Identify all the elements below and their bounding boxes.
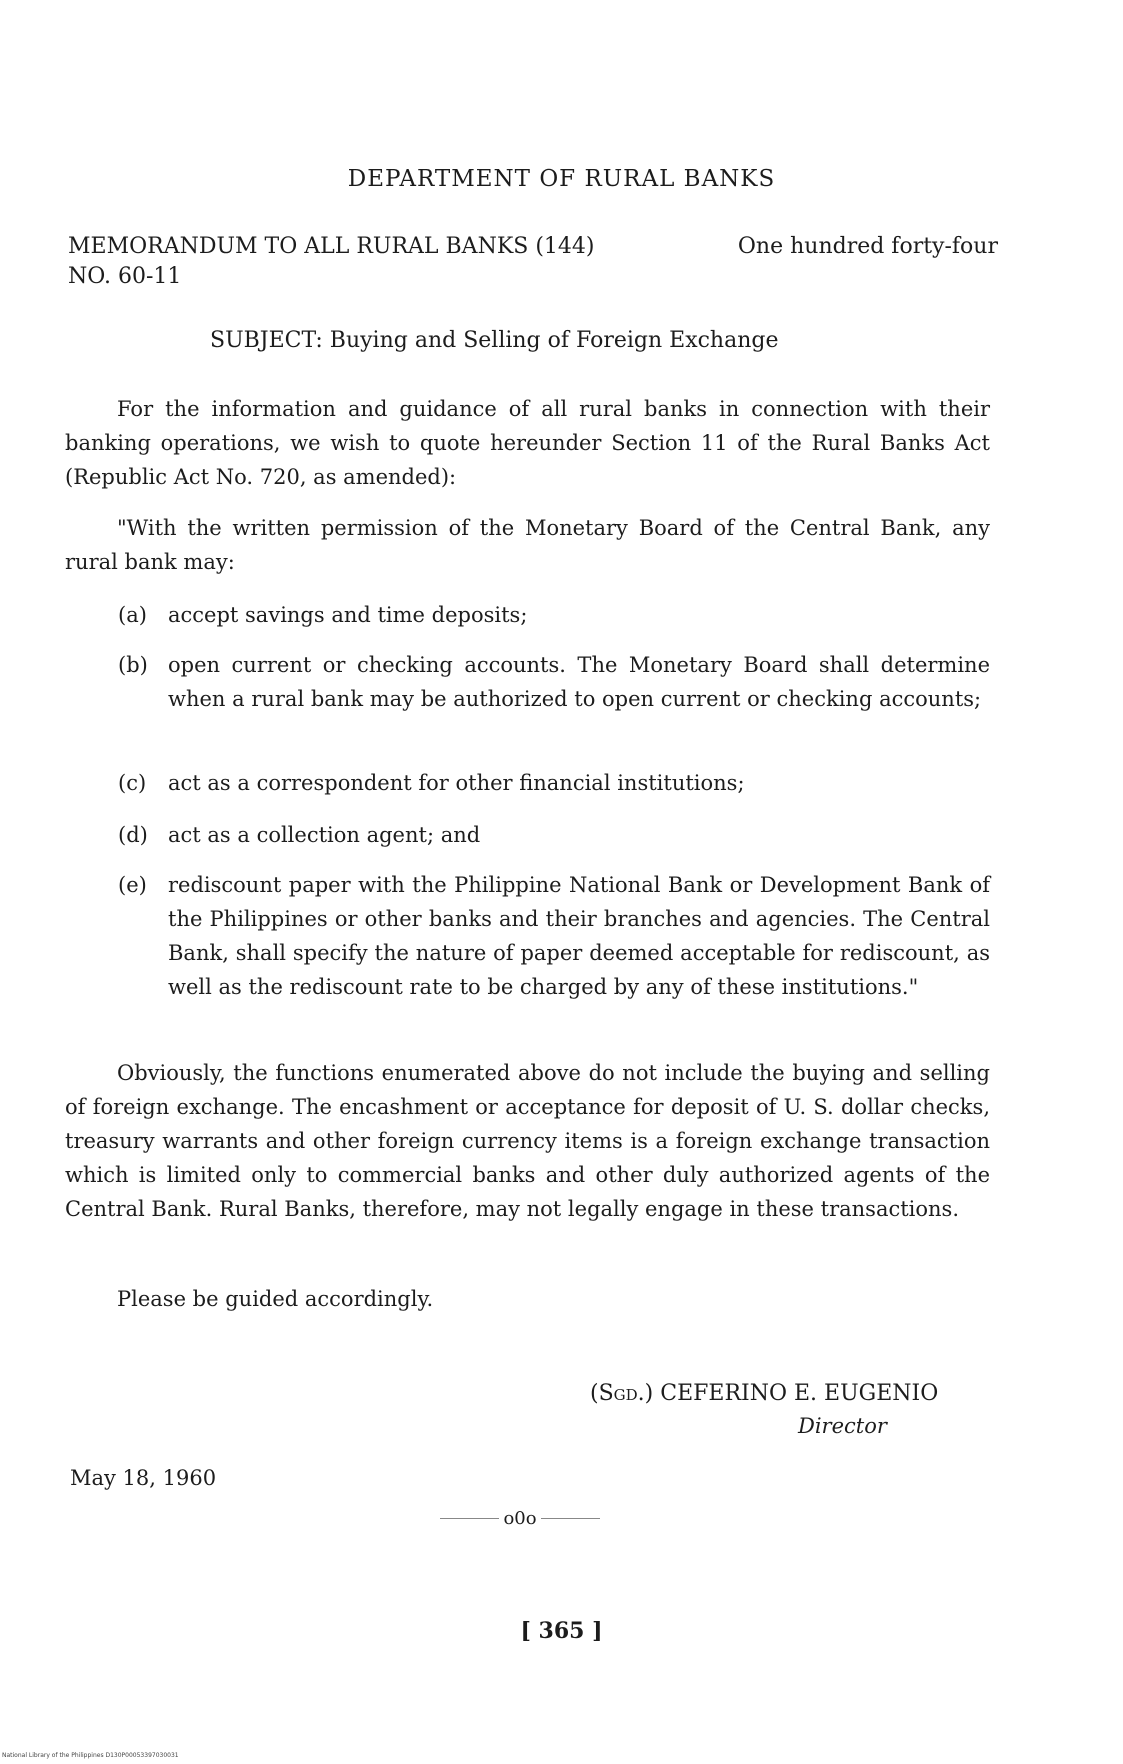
list-item: [118, 766, 990, 800]
signature-prefix: (Sgd.): [590, 1381, 654, 1406]
list-item-label: (d): [118, 823, 148, 847]
page-number: [ 365 ]: [520, 1618, 603, 1644]
divider-line-left: [440, 1518, 499, 1519]
section-divider: [440, 1506, 600, 1530]
signature-block: [590, 1378, 938, 1442]
list-item-text: act as a collection agent; and: [168, 823, 481, 847]
memo-date: May 18, 1960: [70, 1466, 217, 1490]
list-item-text: accept savings and time deposits;: [168, 603, 528, 627]
closing-paragraph: Please be guided accordingly.: [117, 1287, 434, 1311]
memo-number: NO. 60-11: [68, 264, 182, 289]
list-item-label: (c): [118, 771, 147, 795]
scan-footer: National Library of the Philippines D130P00053397030031: [2, 1752, 179, 1759]
list-item: [118, 648, 990, 716]
memo-title: [68, 232, 998, 292]
subject-line: SUBJECT: Buying and Selling of Foreign Exchange: [210, 328, 779, 353]
department-heading: DEPARTMENT OF RURAL BANKS: [347, 166, 776, 192]
list-item-label: (a): [118, 603, 147, 627]
list-item: [118, 598, 990, 632]
quote-intro-paragraph: "With the written permission of the Monetary Board of the Central Bank, any rural bank may:: [65, 516, 990, 574]
list-item: [118, 818, 990, 852]
intro-paragraph: For the information and guidance of all rural banks in connection with their banking operations, we wish to quote hereunder Section 11 of the Rural Banks Act (Republic Act No. 720, as amended):: [65, 397, 990, 489]
divider-ornament: o0o: [503, 1507, 537, 1529]
list-item-text: open current or checking accounts. The Monetary Board shall determine when a rural bank may be authorized to open current or checking accounts;: [168, 653, 990, 711]
list-item-label: (b): [118, 653, 148, 677]
memo-count-words: One hundred forty-four: [737, 234, 998, 259]
conclusion-paragraph: Obviously, the functions enumerated above do not include the buying and selling of foreign exchange. The encashment or acceptance for deposit of U. S. dollar checks, treasury warrants and other foreign currency items is a foreign exchange transaction which is limited only to commercial banks and other duly authorized agents of the Central Bank. Rural Banks, therefore, may not legally engage in these transactions.: [65, 1061, 990, 1221]
list-item-text: rediscount paper with the Philippine National Bank or Development Bank of the Philippines or other banks and their branches and agencies. The Central Bank, shall specify the nature of paper deemed acceptable for rediscount, as well as the rediscount rate to be charged by any of these institutions.": [168, 873, 990, 999]
signatory-name: CEFERINO E. EUGENIO: [660, 1381, 939, 1406]
list-item: [118, 868, 990, 1004]
signatory-title: Director: [798, 1414, 887, 1438]
divider-line-right: [541, 1518, 600, 1519]
memo-addressee: MEMORANDUM TO ALL RURAL BANKS (144): [68, 234, 595, 259]
list-item-text: act as a correspondent for other financial institutions;: [168, 771, 745, 795]
list-item-label: (e): [118, 873, 147, 897]
